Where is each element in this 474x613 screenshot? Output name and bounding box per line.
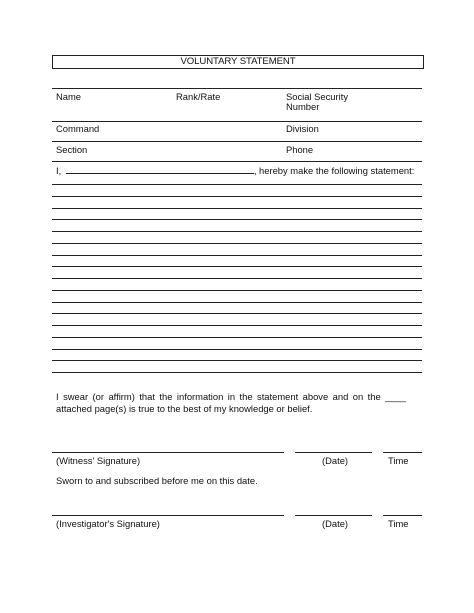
sworn-text: Sworn to and subscribed before me on this date. <box>56 475 258 486</box>
statement-suffix: , hereby make the following statement: <box>253 165 415 176</box>
witness-date-label: (Date) <box>322 455 349 466</box>
witness-signature-label: (Witness' Signature) <box>56 455 141 466</box>
statement-line[interactable] <box>52 243 422 244</box>
statement-intro <box>56 165 414 176</box>
statement-line[interactable] <box>52 337 422 338</box>
statement-line[interactable] <box>52 372 422 373</box>
row-divider-section <box>52 141 422 142</box>
witness-date-line[interactable] <box>295 452 372 453</box>
statement-line[interactable] <box>52 255 422 256</box>
investigator-date-label: (Date) <box>322 518 349 529</box>
division-label: Division <box>286 123 319 134</box>
row-divider-statement <box>52 161 422 162</box>
command-label: Command <box>56 123 100 134</box>
statement-line[interactable] <box>52 184 422 185</box>
name-label: Name <box>56 91 82 102</box>
statement-line[interactable] <box>52 313 422 314</box>
statement-line[interactable] <box>52 349 422 350</box>
section-label: Section <box>56 144 88 155</box>
investigator-time-line[interactable] <box>383 515 422 516</box>
investigator-signature-line[interactable] <box>52 515 284 516</box>
statement-line[interactable] <box>52 290 422 291</box>
phone-label: Phone <box>286 144 314 155</box>
ssn-label-line1: Social Security <box>286 91 349 102</box>
statement-line[interactable] <box>52 208 422 209</box>
statement-line[interactable] <box>52 231 422 232</box>
investigator-date-line[interactable] <box>295 515 372 516</box>
statement-prefix: I, <box>56 165 62 176</box>
statement-line[interactable] <box>52 266 422 267</box>
investigator-time-label: Time <box>388 518 409 529</box>
witness-signature-line[interactable] <box>52 452 284 453</box>
statement-line[interactable] <box>52 302 422 303</box>
statement-line[interactable] <box>52 325 422 326</box>
declarant-name-blank[interactable] <box>66 165 254 174</box>
form-title: VOLUNTARY STATEMENT <box>52 55 424 69</box>
statement-line[interactable] <box>52 219 422 220</box>
witness-time-line[interactable] <box>383 452 422 453</box>
statement-line[interactable] <box>52 278 422 279</box>
statement-line[interactable] <box>52 360 422 361</box>
investigator-signature-label: (Investigator's Signature) <box>56 518 160 529</box>
ssn-label-line2: Number <box>286 101 320 112</box>
row-divider-top <box>52 88 422 89</box>
rank-label: Rank/Rate <box>176 91 221 102</box>
affirmation-text: I swear (or affirm) that the information in the statement above and on the ____ attached page(s) is true to the best of my knowledge or belief. <box>56 391 406 414</box>
witness-time-label: Time <box>388 455 409 466</box>
row-divider-command <box>52 121 422 122</box>
statement-line[interactable] <box>52 196 422 197</box>
